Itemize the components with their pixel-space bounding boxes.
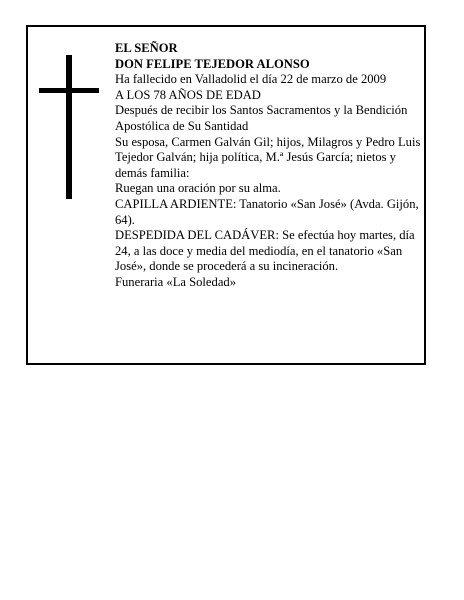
age-line: A LOS 78 AÑOS DE EDAD <box>115 87 261 102</box>
prayer-line: Ruegan una oración por su alma. <box>115 181 281 196</box>
cross-horizontal-bar <box>39 88 99 93</box>
passed-away-line: Ha fallecido en Valladolid el día 22 de marzo de 2009 <box>115 72 387 87</box>
title-honorific: EL SEÑOR <box>115 41 178 55</box>
sacraments-line: Después de recibir los Santos Sacramentos y la Bendición Apostólica de Su Santidad <box>115 103 408 133</box>
obituary-notice <box>26 25 426 365</box>
obituary-text <box>115 41 425 291</box>
funeral-home-line: Funeraria «La Soledad» <box>115 274 236 289</box>
family-line: Su esposa, Carmen Galván Gil; hijos, Milagros y Pedro Luis Tejedor Galván; hija política, M.ª Jesús García; nietos y demás familia: <box>115 134 421 180</box>
farewell-line: DESPEDIDA DEL CADÁVER: Se efectúa hoy martes, día 24, a las doce y media del mediodía, en el tanatorio «San José», donde se procederá a su incineración. <box>115 228 415 274</box>
cross-vertical-bar <box>66 55 72 199</box>
cross-icon <box>39 55 99 199</box>
chapel-line: CAPILLA ARDIENTE: Tanatorio «San José» (Avda. Gijón, 64). <box>115 196 419 227</box>
deceased-name: DON FELIPE TEJEDOR ALONSO <box>115 56 310 71</box>
